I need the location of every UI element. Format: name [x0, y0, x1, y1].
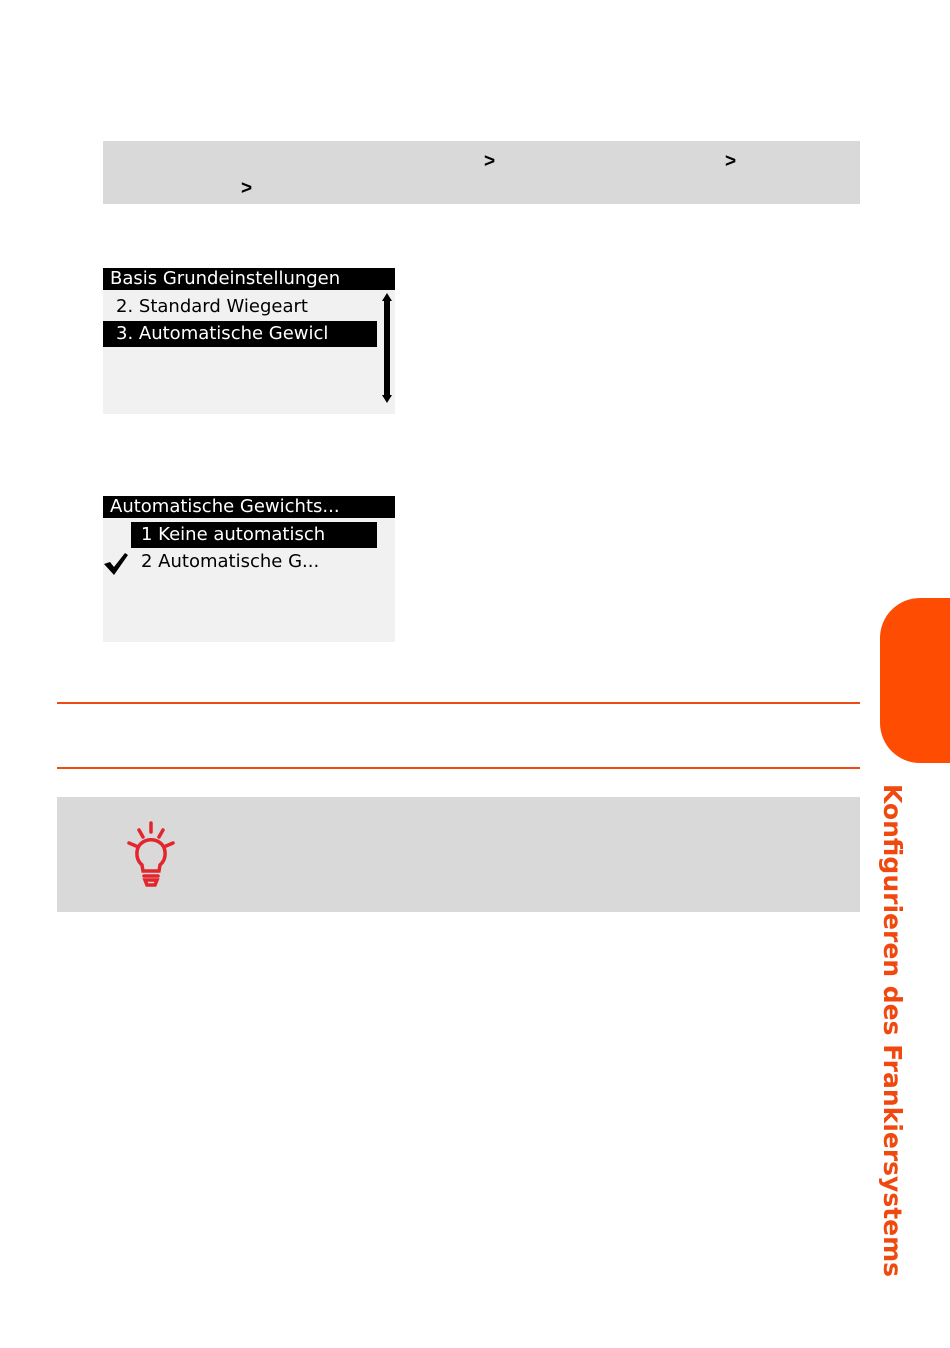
lightbulb-icon [123, 819, 183, 889]
checkmark-icon [103, 552, 129, 576]
menu-item-automatic-weight-selected[interactable]: 3. Automatische Gewicl [103, 321, 377, 347]
section-divider-bottom [57, 767, 860, 769]
option-automatic-checked[interactable]: 2 Automatische G... [141, 551, 320, 572]
option-no-automatic-selected[interactable]: 1 Keine automatisch [131, 522, 377, 548]
chapter-title: Konfigurieren des Frankiersystems [878, 784, 907, 1278]
scrollbar[interactable] [380, 292, 394, 404]
scroll-down-arrow-icon [382, 395, 392, 403]
scroll-thumb [384, 301, 390, 395]
navigation-path-bar [103, 141, 860, 204]
lcd-screen-automatic-weight [103, 496, 395, 642]
path-separator: > [725, 151, 737, 172]
menu-item-standard-weighing[interactable]: 2. Standard Wiegeart [116, 296, 308, 317]
chapter-tab [880, 598, 950, 763]
scroll-up-arrow-icon [382, 293, 392, 301]
tip-box [57, 797, 860, 912]
lcd-screen-title: Automatische Gewichts... [103, 496, 395, 518]
lcd-screen-title: Basis Grundeinstellungen [103, 268, 395, 290]
path-separator: > [241, 178, 253, 199]
path-separator: > [484, 151, 496, 172]
section-divider-top [57, 702, 860, 704]
lcd-screen-basic-settings [103, 268, 395, 414]
